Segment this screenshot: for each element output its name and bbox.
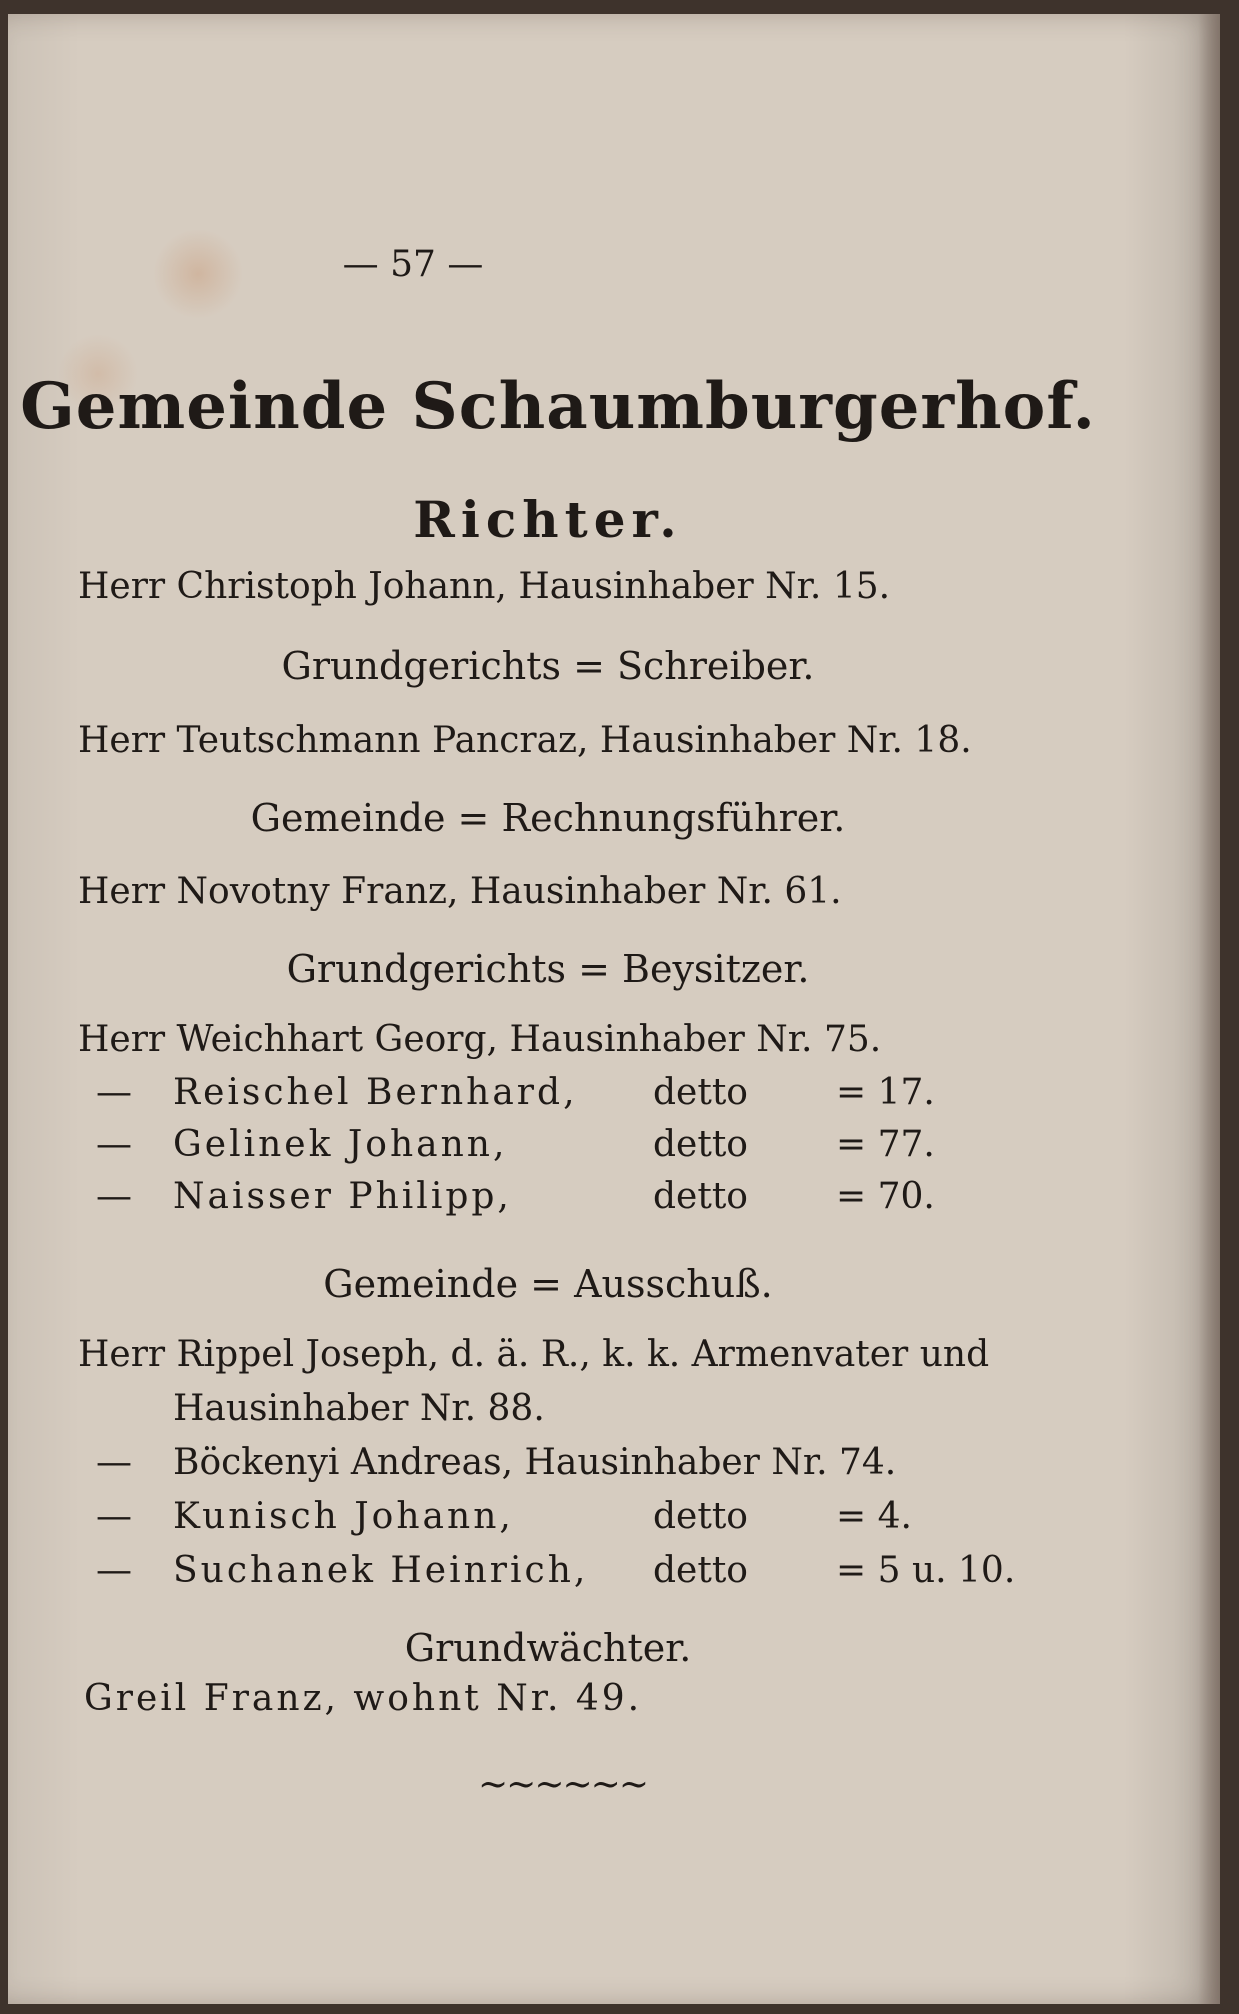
beysitzer-row-dash: — <box>96 1124 132 1165</box>
ausschuss-row-number: = 4. <box>836 1496 912 1537</box>
beysitzer-row-detto: detto <box>653 1124 748 1165</box>
rechnungsfuehrer-entry: Herr Novotny Franz, Hausinhaber Nr. 61. <box>78 871 842 912</box>
heading-beysitzer: Grundgerichts = Beysitzer. <box>286 947 810 991</box>
ausschuss-row-detto: detto <box>653 1496 748 1537</box>
beysitzer-row-dash: — <box>96 1176 132 1217</box>
ausschuss-row-number: = 5 u. 10. <box>836 1550 1016 1591</box>
page-title: Gemeinde Schaumburgerhof. <box>20 369 1096 444</box>
ausschuss-first-entry-continued: Hausinhaber Nr. 88. <box>173 1388 545 1429</box>
heading-grundwaechter: Grundwächter. <box>404 1626 692 1670</box>
beysitzer-row-number: = 17. <box>836 1072 935 1113</box>
beysitzer-row-number: = 77. <box>836 1124 935 1165</box>
beysitzer-row-name: Reischel Bernhard, <box>173 1072 578 1113</box>
ausschuss-row-name: Kunisch Johann, <box>173 1496 514 1537</box>
beysitzer-row-detto: detto <box>653 1176 748 1217</box>
ausschuss-second-dash: — <box>96 1442 132 1483</box>
ausschuss-second-entry: Böckenyi Andreas, Hausinhaber Nr. 74. <box>173 1442 897 1483</box>
schreiber-entry: Herr Teutschmann Pancraz, Hausinhaber Nr. 18. <box>78 720 972 761</box>
grundwaechter-entry: Greil Franz, wohnt Nr. 49. <box>84 1678 643 1719</box>
beysitzer-first-entry: Herr Weichhart Georg, Hausinhaber Nr. 75. <box>78 1019 882 1060</box>
ausschuss-first-entry: Herr Rippel Joseph, d. ä. R., k. k. Armenvater und <box>78 1334 990 1375</box>
page-number: — 57 — <box>342 244 484 285</box>
heading-rechnungsfuehrer: Gemeinde = Rechnungsführer. <box>250 796 846 840</box>
heading-richter: Richter. <box>413 490 683 549</box>
book-page <box>8 14 1220 2004</box>
beysitzer-row-name: Gelinek Johann, <box>173 1124 508 1165</box>
beysitzer-row-dash: — <box>96 1072 132 1113</box>
heading-schreiber: Grundgerichts = Schreiber. <box>281 644 815 688</box>
richter-entry: Herr Christoph Johann, Hausinhaber Nr. 15. <box>78 566 891 607</box>
ausschuss-row-dash: — <box>96 1496 132 1537</box>
ausschuss-row-name: Suchanek Heinrich, <box>173 1550 589 1591</box>
beysitzer-row-name: Naisser Philipp, <box>173 1176 512 1217</box>
ausschuss-row-detto: detto <box>653 1550 748 1591</box>
beysitzer-row-number: = 70. <box>836 1176 935 1217</box>
closing-ornament: ~~~~~~ <box>478 1764 647 1805</box>
heading-ausschuss: Gemeinde = Ausschuß. <box>323 1262 773 1306</box>
page-edge-shadow <box>1198 14 1220 2004</box>
ausschuss-row-dash: — <box>96 1550 132 1591</box>
beysitzer-row-detto: detto <box>653 1072 748 1113</box>
